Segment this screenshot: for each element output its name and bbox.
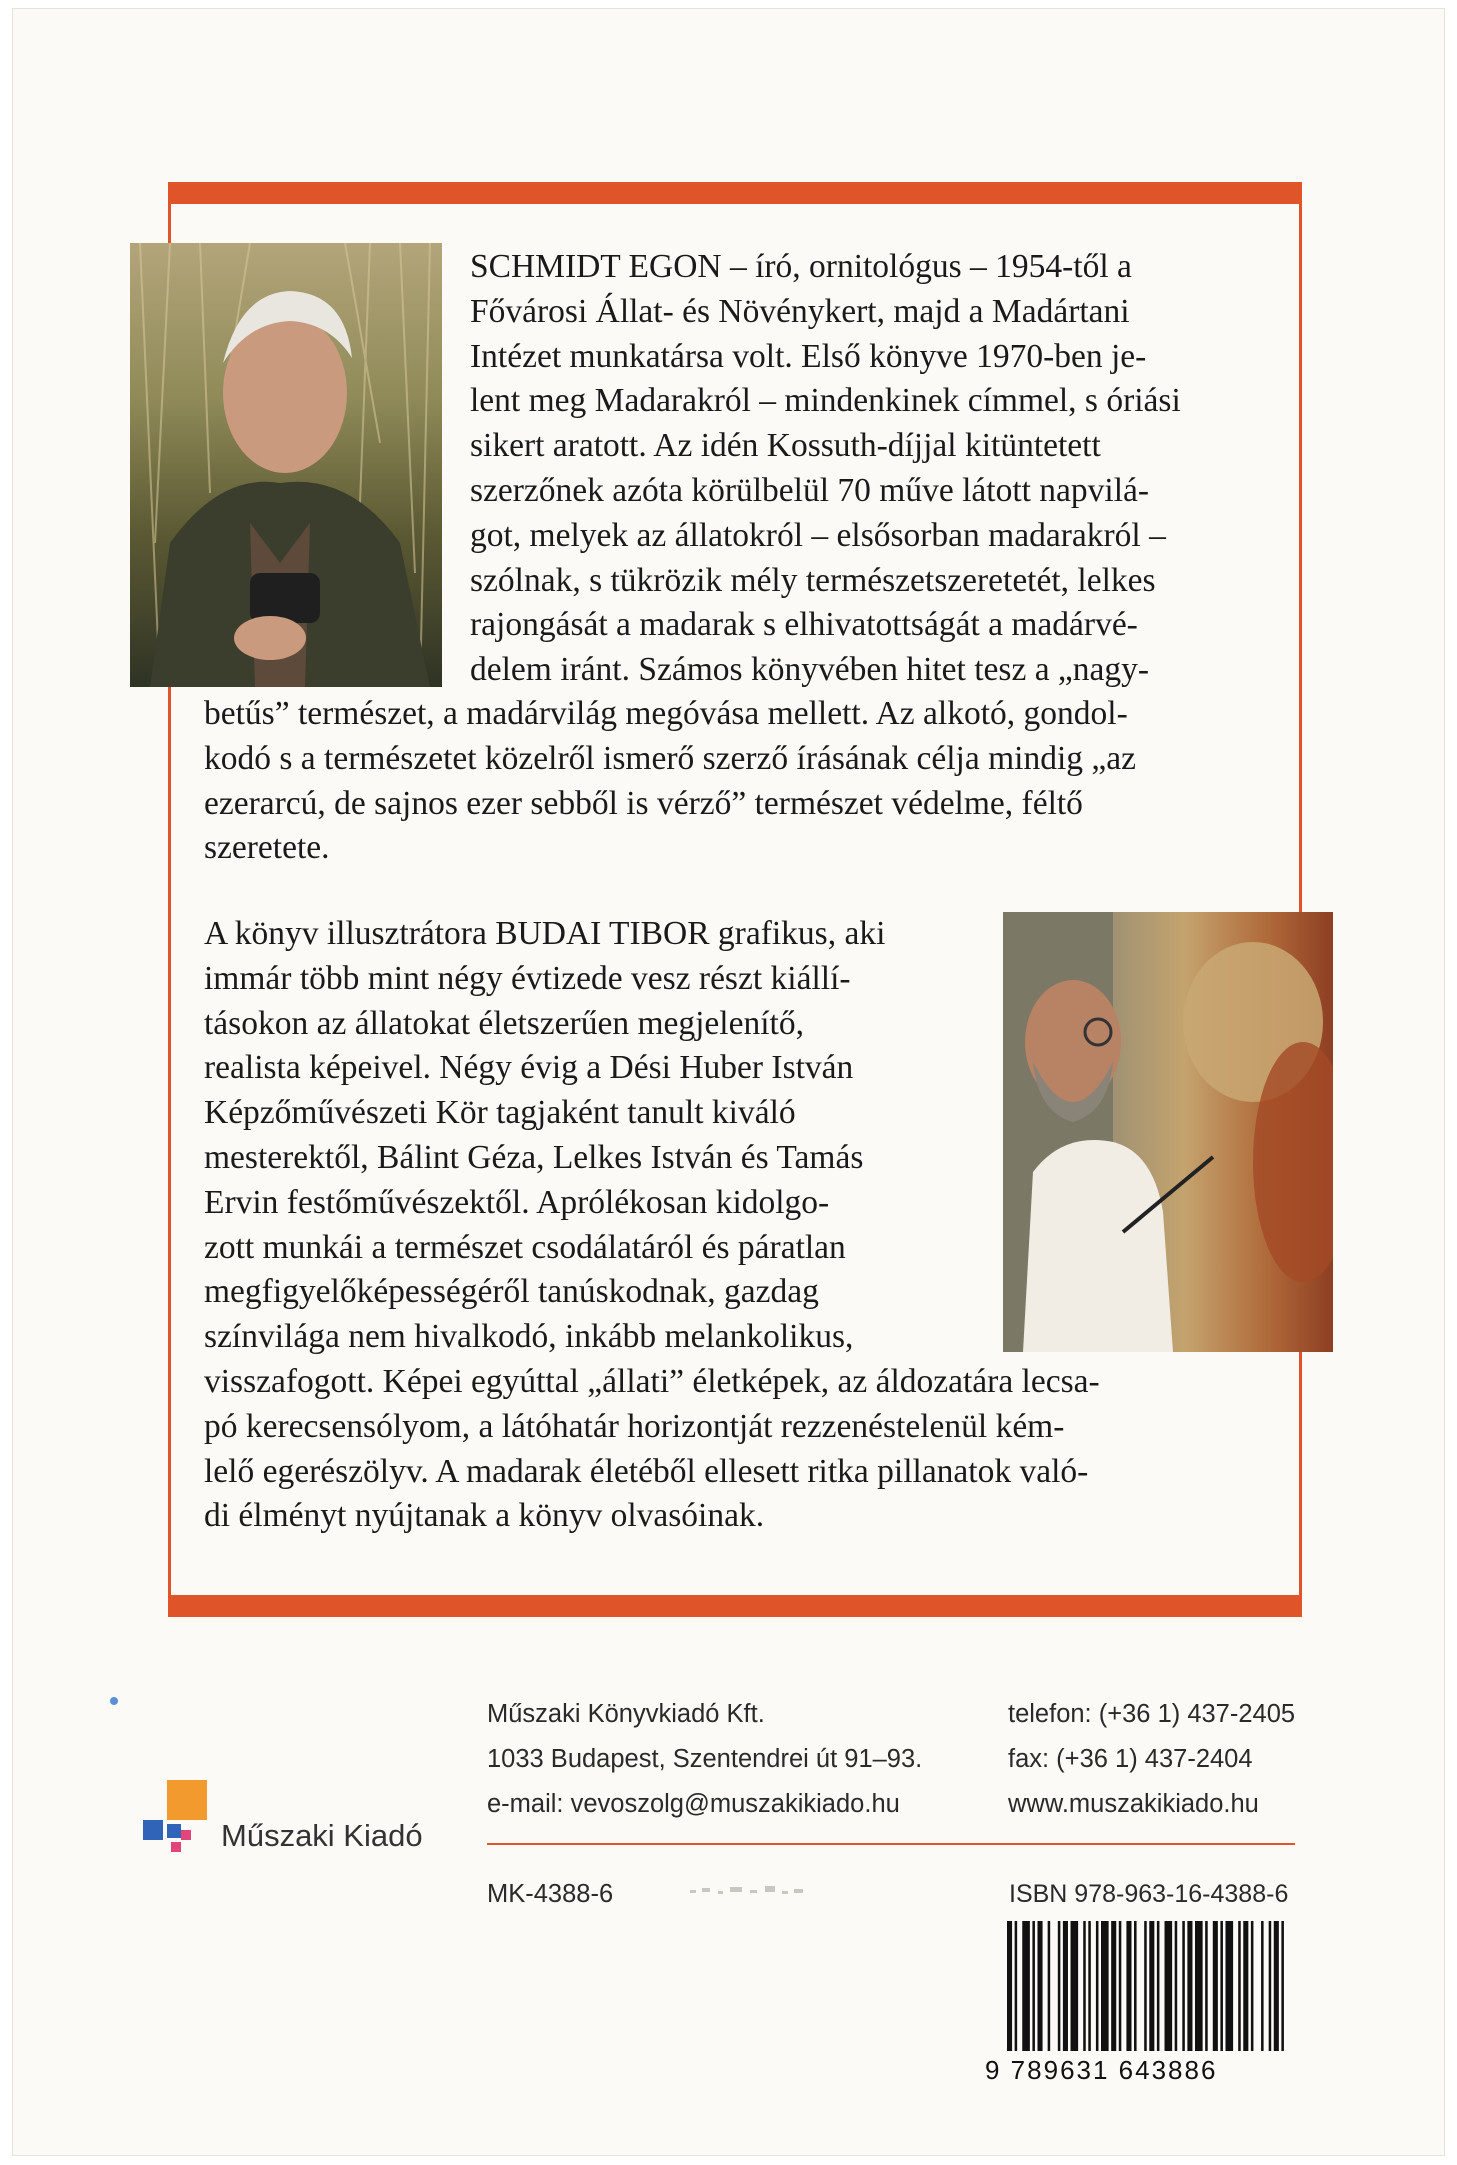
barcode-bar xyxy=(1187,1921,1192,2051)
bio-line: mesterektől, Bálint Géza, Lelkes István és Tamás xyxy=(204,1138,864,1176)
publisher-address: 1033 Budapest, Szentendrei út 91–93. xyxy=(487,1745,923,1773)
bio-line: színvilága nem hivalkodó, inkább melankolikus, xyxy=(204,1318,854,1356)
barcode-bar xyxy=(1037,1921,1042,2051)
bio-line: szerzőnek azóta körülbelül 70 műve látott napvilá- xyxy=(470,471,1150,509)
bio-line: ezerarcú, de sajnos ezer sebből is vérző” természet védelme, féltő xyxy=(204,784,1083,822)
bio-line: realista képeivel. Négy évig a Dési Huber István xyxy=(204,1049,854,1087)
bio-line: SCHMIDT EGON – író, ornitológus – 1954-től a xyxy=(470,248,1132,285)
frame-bottom-bar xyxy=(168,1595,1302,1617)
bio-line: visszafogott. Képei egyúttal „állati” életképek, az áldozatára lecsa- xyxy=(204,1363,1100,1400)
bio-line: megfigyelőképességéről tanúskodnak, gazdag xyxy=(204,1273,819,1311)
barcode-bar xyxy=(1175,1921,1178,2051)
bio-line: di élményt nyújtanak a könyv olvasóinak. xyxy=(204,1497,765,1535)
barcode-bar xyxy=(1149,1921,1154,2051)
publisher-phone: telefon: (+36 1) 437-2405 xyxy=(1008,1700,1296,1728)
author-bio-bottom xyxy=(204,692,1298,871)
publisher-email[interactable]: e-mail: vevoszolg@muszakikiado.hu xyxy=(487,1790,900,1818)
publisher-fax: fax: (+36 1) 437-2404 xyxy=(1008,1745,1253,1773)
barcode-digits: 9 789631 643886 xyxy=(985,2055,1218,2085)
mk-code: MK-4388-6 xyxy=(487,1880,614,1908)
barcode-bar xyxy=(1058,1921,1061,2051)
barcode-bar xyxy=(1165,1921,1173,2051)
publisher-website[interactable]: www.muszakikiado.hu xyxy=(1008,1790,1259,1818)
bio-line: immár több mint négy évtizede vesz részt kiállí- xyxy=(204,959,851,997)
barcode-bar xyxy=(1281,1921,1284,2051)
barcode-bar xyxy=(1182,1921,1185,2051)
bio-line: Ervin festőművészektől. Aprólékosan kidolgo- xyxy=(204,1183,830,1221)
barcode-bar xyxy=(1083,1921,1086,2051)
logo-mark-icon xyxy=(143,1780,213,1860)
barcode-bar xyxy=(1205,1921,1208,2051)
author-photo xyxy=(130,243,442,687)
bio-line: pó kerecsensólyom, a látóhatár horizontját rezzenéstelenül kém- xyxy=(204,1407,1065,1445)
publisher-logo-text: Műszaki Kiadó xyxy=(221,1818,423,1853)
barcode-bar xyxy=(1126,1921,1131,2051)
bio-line: Képzőművészeti Kör tagjaként tanult kiváló xyxy=(204,1094,796,1132)
barcode-bar xyxy=(1195,1921,1203,2051)
bio-line: got, melyek az állatokról – elsősorban madarakról – xyxy=(470,516,1166,554)
bio-line: szeretete. xyxy=(204,829,330,867)
footer-divider xyxy=(487,1843,1295,1845)
illustrator-bio-top xyxy=(204,912,994,1360)
barcode-bar xyxy=(1096,1921,1099,2051)
decorative-dot xyxy=(110,1697,118,1705)
barcode-bar xyxy=(1119,1921,1122,2051)
publisher-name: Műszaki Könyvkiadó Kft. xyxy=(487,1700,765,1728)
bio-line: zott munkái a természet csodálatáról és páratlan xyxy=(204,1228,846,1266)
barcode-bar xyxy=(1071,1921,1079,2051)
frame-top-bar xyxy=(168,182,1302,204)
bio-line: Fővárosi Állat- és Növénykert, majd a Madártani xyxy=(470,292,1130,330)
bio-line: lent meg Madarakról – mindenkinek címmel, s óriási xyxy=(470,382,1181,420)
barcode-bar xyxy=(1134,1921,1137,2051)
bio-line: A könyv illusztrátora BUDAI TIBOR grafikus, aki xyxy=(204,915,886,952)
barcode-bar xyxy=(1111,1921,1116,2051)
illustrator-photo xyxy=(1003,912,1333,1352)
barcode-bar xyxy=(1063,1921,1068,2051)
illustrator-bio-bottom xyxy=(204,1360,1298,1539)
barcode-bar xyxy=(1015,1921,1018,2051)
barcode-bar xyxy=(1101,1921,1109,2051)
barcode-bar xyxy=(1048,1921,1051,2051)
barcode-bar xyxy=(1251,1921,1254,2051)
bio-line: betűs” természet, a madárvilág megóvása mellett. Az alkotó, gondol- xyxy=(204,695,1128,732)
barcode-bar xyxy=(1261,1921,1264,2051)
isbn-label: ISBN 978-963-16-4388-6 xyxy=(1009,1880,1289,1908)
bio-line: delem iránt. Számos könyvében hitet tesz a „nagy- xyxy=(470,651,1150,689)
author-bio-top xyxy=(470,245,1300,693)
bio-line: rajongását a madarak s elhivatottságát a madárvé- xyxy=(470,606,1138,644)
barcode-bar xyxy=(1220,1921,1223,2051)
barcode-bar xyxy=(1157,1921,1160,2051)
bio-line: tásokon az állatokat életszerűen megjelenítő, xyxy=(204,1004,804,1042)
barcode-bar xyxy=(1269,1921,1272,2051)
barcode-bar xyxy=(1144,1921,1147,2051)
barcode-bar xyxy=(1088,1921,1091,2051)
bio-line: sikert aratott. Az idén Kossuth-díjjal kitüntetett xyxy=(470,427,1101,465)
barcode-bar xyxy=(1243,1921,1248,2051)
isbn-barcode xyxy=(1007,1921,1289,2051)
bio-line: kodó s a természetet közelről ismerő szerző írásának célja mindig „az xyxy=(204,739,1137,777)
faint-stamp-mark xyxy=(690,1882,810,1902)
barcode-bar xyxy=(1213,1921,1218,2051)
barcode-bar xyxy=(1274,1921,1279,2051)
barcode-bar xyxy=(1022,1921,1030,2051)
bio-line: lelő egerészölyv. A madarak életéből ellesett ritka pillanatok való- xyxy=(204,1452,1089,1490)
barcode-bar xyxy=(1238,1921,1241,2051)
bio-line: szólnak, s tükrözik mély természetszeretetét, lelkes xyxy=(470,561,1156,599)
bio-line: Intézet munkatársa volt. Első könyve 1970-ben je- xyxy=(470,337,1147,375)
barcode-bar xyxy=(1225,1921,1233,2051)
barcode-bar xyxy=(1007,1921,1012,2051)
barcode-bar xyxy=(1032,1921,1035,2051)
publisher-logo xyxy=(143,1780,443,1860)
